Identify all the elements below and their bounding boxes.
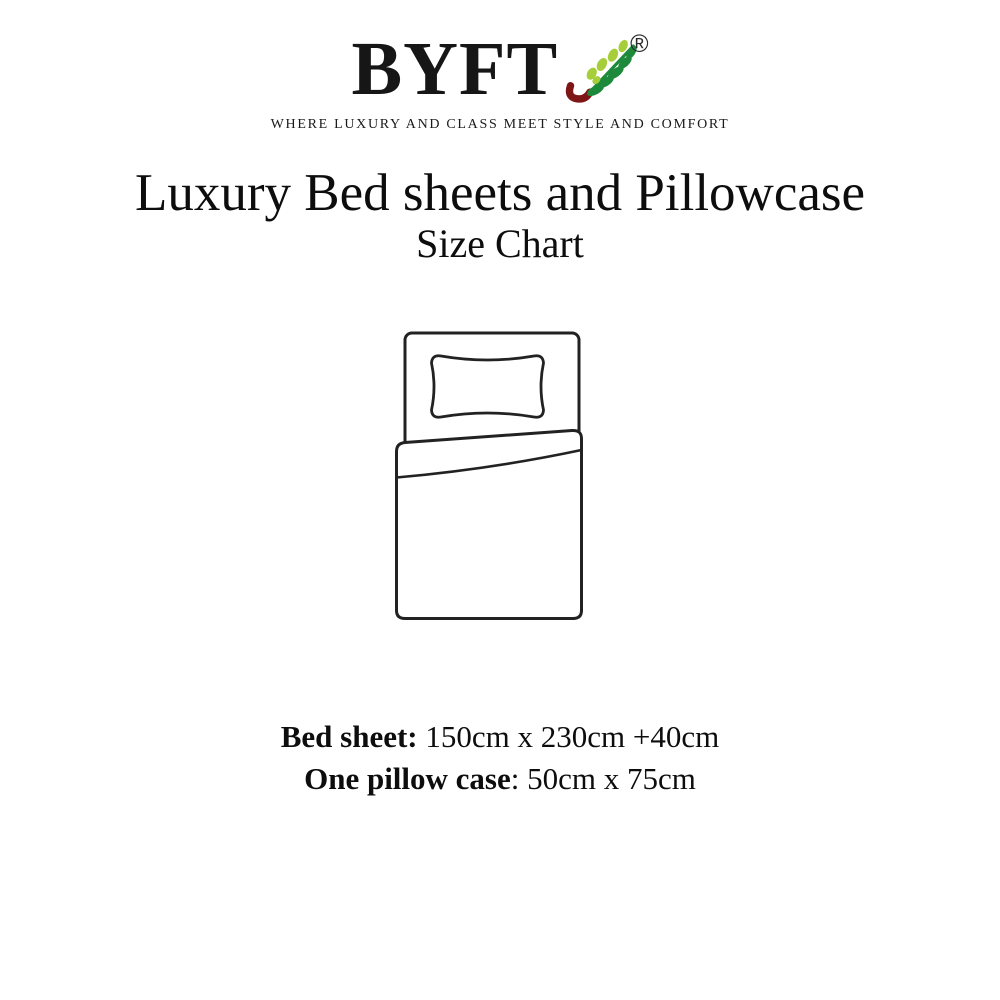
byft-leaf-logo-icon xyxy=(564,34,638,111)
spec-pillow-case xyxy=(281,758,720,800)
spec-bed-sheet xyxy=(281,716,720,758)
spec-bed-sheet-value: 150cm x 230cm +40cm xyxy=(417,719,720,755)
spec-pillow-case-value: : 50cm x 75cm xyxy=(510,761,696,797)
duvet-outline xyxy=(397,431,582,619)
brand-logo-row xyxy=(271,27,730,111)
registered-trademark-icon: ® xyxy=(630,30,649,58)
page-title: Luxury Bed sheets and Pillowcase xyxy=(134,164,866,222)
spec-bed-sheet-label: Bed sheet: xyxy=(280,719,418,755)
page-subtitle: Size Chart xyxy=(416,221,584,267)
pillow-outline xyxy=(432,356,544,417)
brand-logo-block xyxy=(270,27,730,133)
size-specs xyxy=(281,716,720,800)
bed-diagram xyxy=(387,325,587,630)
brand-tagline: WHERE LUXURY AND CLASS MEET STYLE AND COMFORT xyxy=(270,117,730,132)
leaf-stem-red xyxy=(570,86,590,99)
spec-pillow-case-label: One pillow case xyxy=(304,761,511,797)
brand-wordmark: BYFT xyxy=(351,27,559,111)
